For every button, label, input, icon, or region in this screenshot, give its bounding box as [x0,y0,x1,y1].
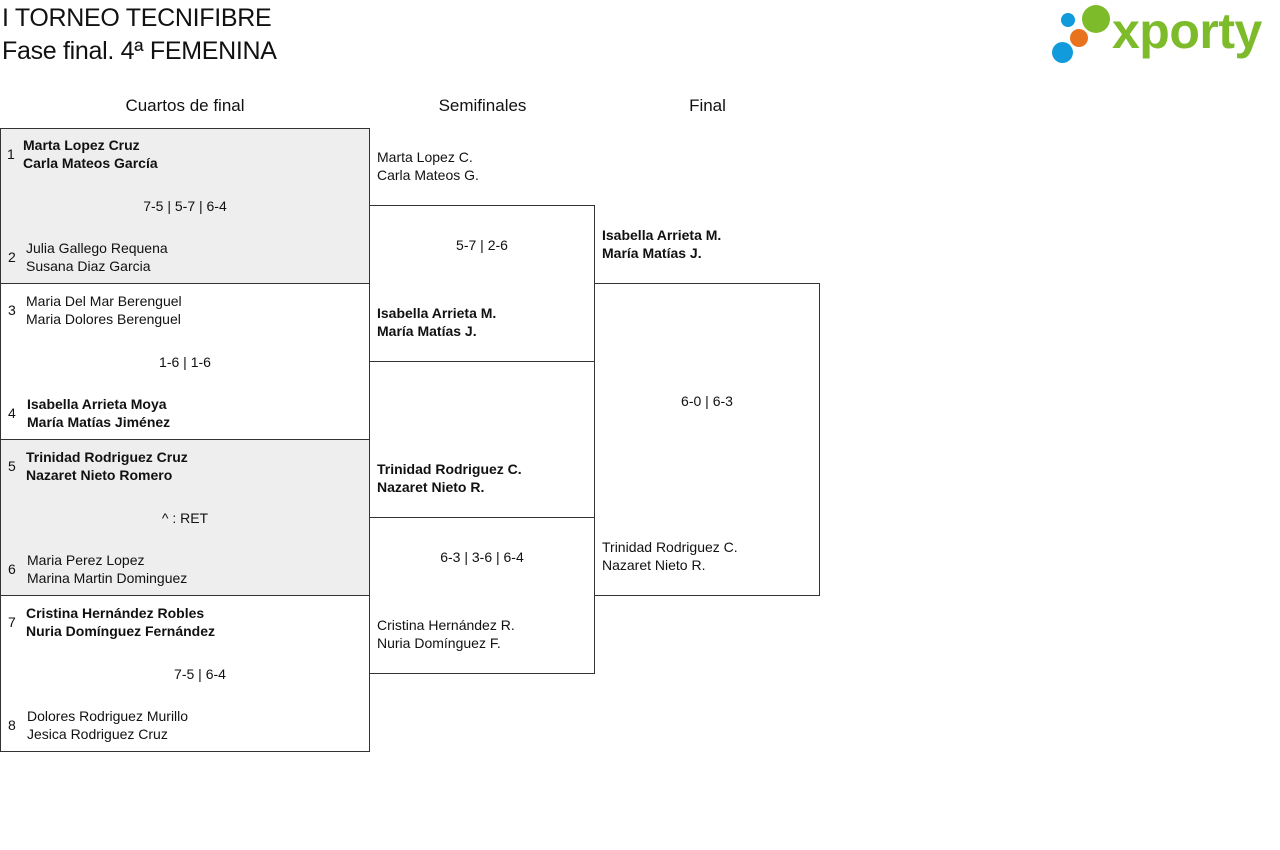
player-name: Maria Perez Lopez [27,552,145,568]
player-name: Maria Dolores Berenguel [26,311,181,327]
player-name: Marina Martin Dominguez [27,570,188,586]
match-score: 7-5 | 5-7 | 6-4 [143,198,227,214]
match-score: 6-0 | 6-3 [681,393,733,409]
team-entry [26,604,215,640]
player-name: María Matías Jiménez [27,414,171,430]
seed-number: 2 [8,249,16,265]
team-entry [377,148,479,184]
round-header-quarterfinals: Cuartos de final [125,96,245,115]
team-entry [26,292,182,328]
player-name: Nazaret Nieto R. [602,557,706,573]
team-entry [377,460,522,496]
seed-number: 7 [8,614,16,630]
player-name: Trinidad Rodriguez C. [377,461,522,477]
team-entry [26,239,168,275]
team-entry [23,136,158,172]
match-score: 6-3 | 3-6 | 6-4 [440,549,524,565]
player-name: Isabella Arrieta M. [377,305,497,321]
seed-number: 3 [8,302,16,318]
player-name: Isabella Arrieta M. [602,227,722,243]
match-score: 7-5 | 6-4 [174,666,226,682]
seed-number: 4 [8,405,16,421]
player-name: Carla Mateos G. [377,167,479,183]
player-name: Marta Lopez Cruz [23,137,140,153]
team-entry [377,616,515,652]
logo-text: xporty [1112,3,1262,59]
logo-dot-orange [1070,29,1088,47]
player-name: Susana Diaz Garcia [26,258,151,274]
logo-dot-green [1082,5,1110,33]
player-name: Trinidad Rodriguez Cruz [26,449,188,465]
match-score: ^ : RET [161,510,209,526]
player-name: Jesica Rodriguez Cruz [27,726,168,742]
logo-dot-blue [1061,13,1075,27]
match-score: 1-6 | 1-6 [159,354,211,370]
team-entry [602,538,738,574]
team-entry [602,226,721,262]
player-name: Cristina Hernández Robles [26,605,205,621]
player-name: Marta Lopez C. [377,149,473,165]
seed-number: 5 [8,458,16,474]
player-name: María Matías J. [602,245,702,261]
team-entry [27,551,187,587]
player-name: Nuria Domínguez F. [377,635,501,651]
tournament-title [2,2,277,68]
round-header-final: Final [689,96,726,115]
player-name: Julia Gallego Requena [26,240,168,256]
player-name: Nazaret Nieto R. [377,479,485,495]
player-name: Carla Mateos García [23,155,158,171]
player-name: Isabella Arrieta Moya [27,396,167,412]
team-entry [377,304,496,340]
player-name: Maria Del Mar Berenguel [26,293,182,309]
seed-number: 1 [7,146,15,162]
match-score: 5-7 | 2-6 [456,237,508,253]
team-entry [26,448,188,484]
logo-dot-blue-large [1052,42,1073,63]
seed-number: 8 [8,717,16,733]
xporty-logo[interactable] [1050,4,1278,66]
player-name: Trinidad Rodriguez C. [602,539,738,555]
title-line-2: Fase final. 4ª FEMENINA [2,37,277,65]
title-line-1: I TORNEO TECNIFIBRE [2,4,272,32]
player-name: Cristina Hernández R. [377,617,515,633]
team-entry [27,707,188,743]
player-name: Nazaret Nieto Romero [26,467,173,483]
player-name: Nuria Domínguez Fernández [26,623,216,639]
team-entry [27,395,170,431]
round-header-semifinals: Semifinales [438,96,527,115]
player-name: Dolores Rodriguez Murillo [27,708,189,724]
player-name: María Matías J. [377,323,477,339]
seed-number: 6 [8,561,16,577]
